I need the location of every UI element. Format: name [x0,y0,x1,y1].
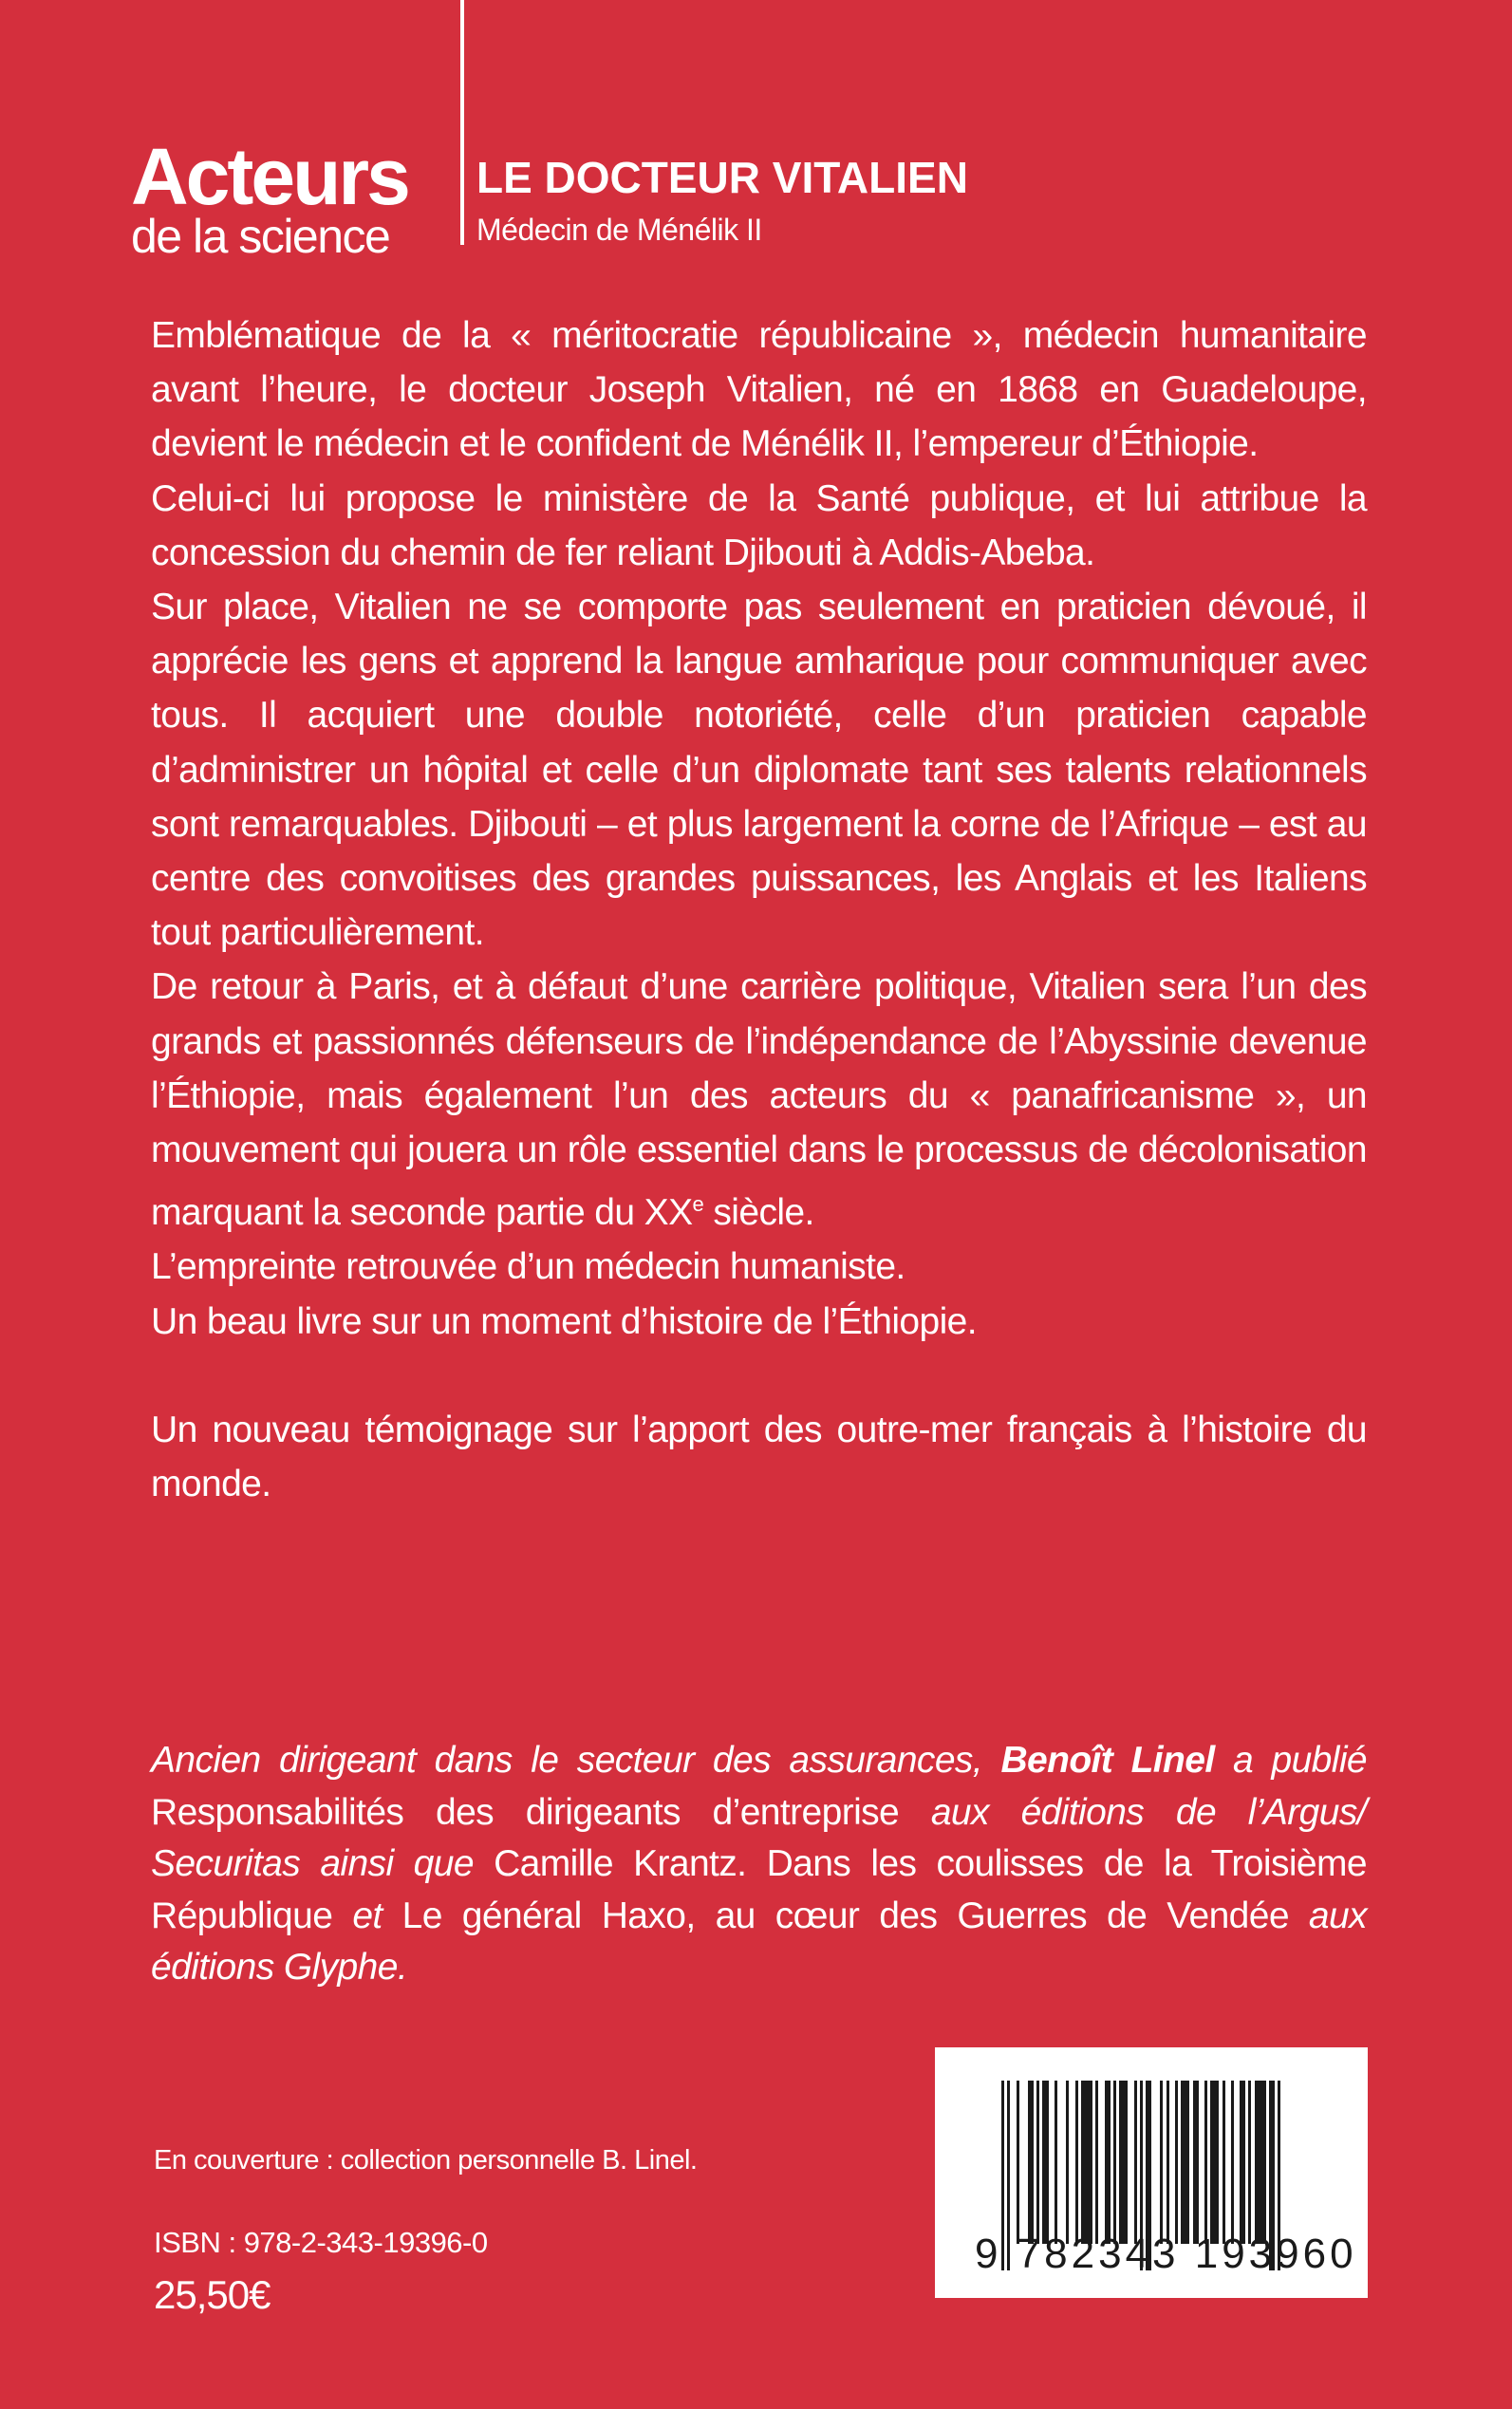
blurb [151,308,1367,1511]
cover-credit: En couverture : collection personnelle B. Linel. [154,2145,698,2176]
barcode-bar [1105,2081,1111,2244]
barcode-bar [1255,2081,1266,2244]
barcode-bar [1204,2081,1207,2244]
author-bio [151,1735,1367,1994]
bio-text: aux éditions Glyphe. [151,1895,1368,1988]
barcode-bar [1113,2081,1116,2244]
barcode-bar [1028,2081,1034,2244]
superscript: e [692,1192,704,1217]
blurb-text: De retour à Paris, et à défaut d’une carrière politique, Vitalien sera l’un des grands et passionnés défenseurs de l’indépendance de l’Abyssinie devenue l’Éthiopie, mais également l’un des acteurs du « panafricanisme », un mouvement qui jouera un rôle essentiel dans le processus de décolonisation marquant la seconde partie du XX [151,966,1367,1234]
series-logo [131,132,425,263]
barcode-bar [1066,2081,1069,2244]
blurb-paragraph: Un nouveau témoignage sur l’apport des outre-mer français à l’histoire du monde. [151,1409,1367,1505]
barcode-bar [1055,2081,1057,2244]
barcode-digits: 9 782343 193960 [975,2231,1357,2277]
blurb-text: siècle. [703,1192,814,1234]
blurb-paragraph: L’empreinte retrouvée d’un médecin humaniste. [151,1246,905,1288]
series-name-line2: de la science [131,210,390,263]
blurb-paragraph: Emblématique de la « méritocratie républicaine », médecin humanitaire avant l’heure, le docteur Joseph Vitalien, né en 1868 en Guadeloupe, devient le médecin et le confident de Ménélik II, l’empereur d’Éthiopie. [151,315,1367,465]
book-reference: Camille Krantz. Dans les coulisses de la Troisième République [151,1843,1367,1936]
barcode-bar [1119,2081,1128,2244]
bio-text: a publié [1214,1740,1367,1781]
barcode-bar [1167,2081,1169,2244]
barcode-bar [1160,2081,1163,2244]
blurb-paragraph: Celui-ci lui propose le ministère de la Santé publique, et lui attribue la concession du chemin de fer reliant Djibouti à Addis-Abeba. [151,477,1367,573]
series-name-line1: Acteurs [131,132,408,221]
price: 25,50€ [154,2272,271,2317]
book-subtitle: Médecin de Ménélik II [476,213,762,247]
blurb-paragraph [151,960,1367,1240]
author-name: Benoît Linel [1000,1740,1215,1781]
bio-text: Ancien dirigeant dans le secteur des assurances, [151,1740,1001,1781]
barcode-bar [1240,2081,1245,2244]
book-reference: Responsabilités des dirigeants d’entreprise [151,1791,931,1833]
barcode-bar [1175,2081,1178,2244]
barcode-bar [1017,2081,1019,2244]
barcode-bar [1081,2081,1092,2244]
bio-text: aux éditions de l’Argus/ Securitas ainsi que [151,1791,1367,1884]
blurb-paragraph: Sur place, Vitalien ne se comporte pas seulement en praticien dévoué, il apprécie les gens et apprend la langue amharique pour communiquer avec tous. Il acquiert une double notoriété, celle d’un praticien capable d’administrer un hôpital et celle d’un diplomate tant ses talents relationnels sont remarquables. Djibouti – et plus largement la corne de l’Afrique – est au centre des convoitises des grandes puissances, les Anglais et les Italiens tout particulièrement. [151,587,1367,954]
barcode-bar [1075,2081,1078,2244]
barcode-bar [1231,2081,1234,2244]
barcode-bar [1036,2081,1039,2244]
blurb-paragraph: Un beau livre sur un moment d’histoire de l’Éthiopie. [151,1300,977,1342]
barcode-bar [1134,2081,1137,2244]
isbn: ISBN : 978-2-343-19396-0 [154,2226,488,2259]
barcode-bar [1193,2081,1199,2244]
book-title: LE DOCTEUR VITALIEN [476,153,968,202]
book-reference: Le général Haxo, au cœur des Guerres de Vendée [401,1895,1309,1936]
barcode-bar [1095,2081,1098,2244]
barcode [935,2047,1368,2298]
bio-text: et [352,1895,402,1936]
barcode-bar [1181,2081,1189,2244]
header-divider [460,0,464,245]
barcode-bar [1210,2081,1219,2244]
barcode-bar [1248,2081,1251,2244]
barcode-bar [1223,2081,1225,2244]
barcode-bar [1042,2081,1048,2244]
